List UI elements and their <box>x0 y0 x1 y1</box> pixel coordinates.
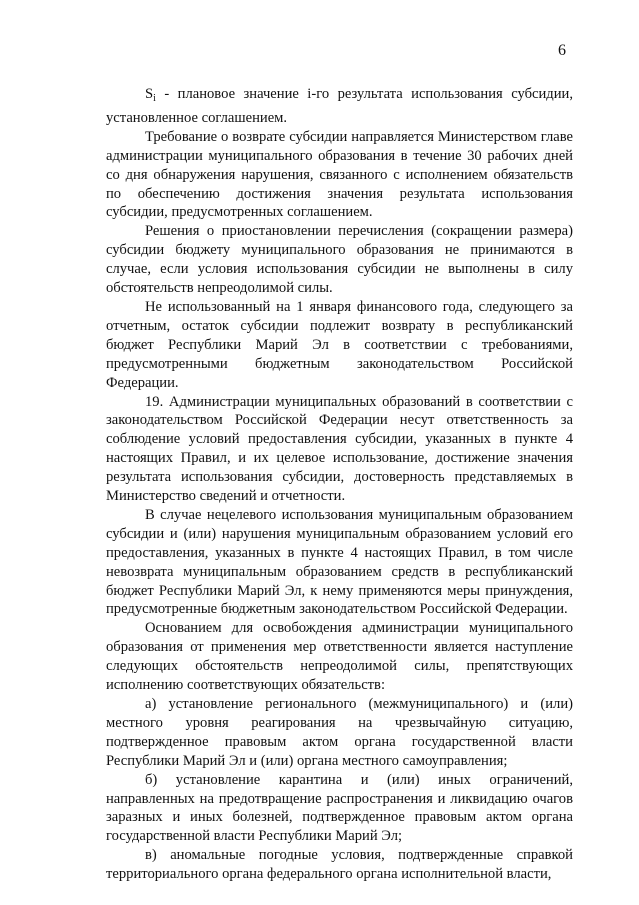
list-item-b: б) установление карантина и (или) иных ограничений, направленных на предотвращение распространения и ликвидацию очагов заразных и иных болезней, подтвержденное правовым актом органа государственной власти Республики Марий Эл; <box>106 771 573 845</box>
paragraph-force-majeure-grounds: Основанием для освобождения администрации муниципального образования от применения мер ответственности является наступление следующих обстоятельств непреодолимой силы, препятствующих исполнению соответствующих обязательств: <box>106 620 573 694</box>
paragraph-refund-requirement: Требование о возврате субсидии направляется Министерством главе администрации муниципального образования в течение 30 рабочих дней со дня обнаружения нарушения, связанного с исполнением обязательств по обеспечению достижения значения результата использования субсидии, предусмотренных соглашением. <box>106 128 573 221</box>
formula-definition-text: - плановое значение i-го результата использования субсидии, установленное соглашением. <box>106 86 573 126</box>
list-item-c: в) аномальные погодные условия, подтвержденные справкой территориального органа федерального органа исполнительной власти, <box>106 847 573 883</box>
paragraph-unused-balance: Не использованный на 1 января финансового года, следующего за отчетным, остаток субсидии подлежит возврату в республиканский бюджет Республики Марий Эл в соответствии с требованиями, предусмотренными бюджетным законодательством Российской Федерации. <box>106 298 573 391</box>
document-body <box>106 85 573 884</box>
paragraph-misuse-measures: В случае нецелевого использования муниципальным образованием субсидии и (или) нарушения муниципальным образованием условий его предоставления, указанных в пункте 4 настоящих Правил, в том числе невозврата муниципальным образованием средств в республиканский бюджет Республики Марий Эл, к нему применяются меры принуждения, предусмотренные бюджетным законодательством Российской Федерации. <box>106 506 573 618</box>
paragraph-suspension-decisions: Решения о приостановлении перечисления (сокращении размера) субсидии бюджету муниципального образования не принимаются в случае, если условия использования субсидии не выполнены в силу обстоятельств непреодолимой силы. <box>106 223 573 297</box>
paragraph-19-responsibility: 19. Администрации муниципальных образований в соответствии с законодательством Российской Федерации несут ответственность за соблюдение условий предоставления субсидии, указанных в пункте 4 настоящих Правил, и их целевое использование, достижение значения результата использования субсидии, достоверность представляемых в Министерство сведений и отчетности. <box>106 393 573 505</box>
page-number: 6 <box>558 42 566 59</box>
formula-subscript: i <box>153 93 156 104</box>
list-item-a: а) установление регионального (межмуниципального) и (или) местного уровня реагирования на чрезвычайную ситуацию, подтвержденное правовым актом органа государственной власти Республики Марий Эл и (или) органа местного самоуправления; <box>106 696 573 769</box>
formula-symbol: S <box>145 86 154 102</box>
paragraph-formula-definition <box>106 85 573 128</box>
